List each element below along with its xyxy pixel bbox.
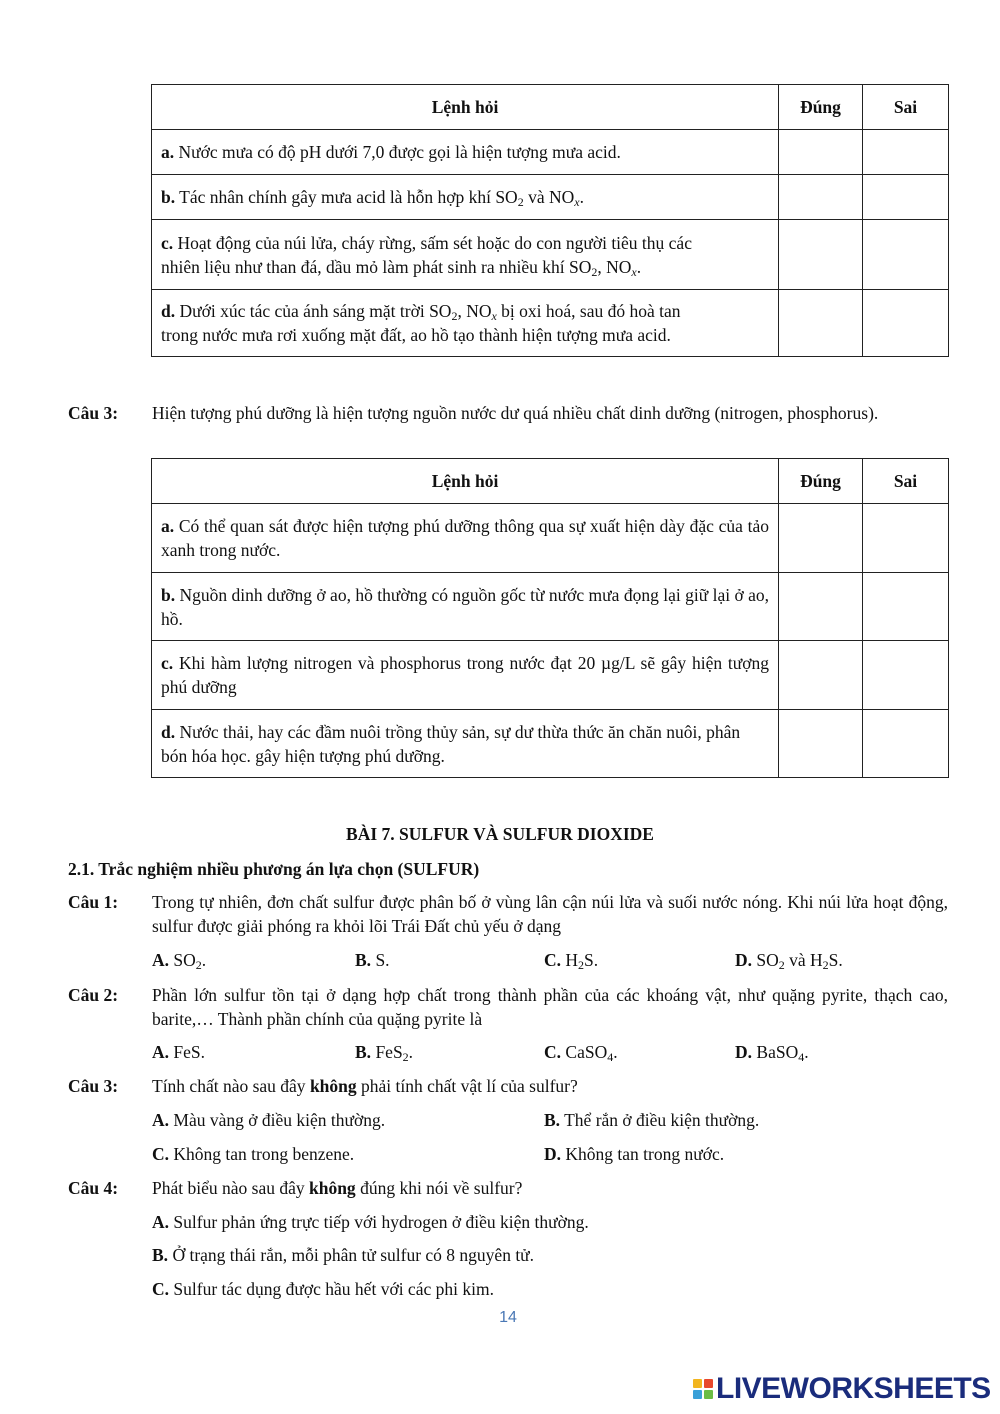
option-letter: B. (544, 1110, 561, 1130)
table-row (152, 641, 949, 710)
answer-true-cell[interactable] (779, 220, 863, 290)
answer-true-cell[interactable] (779, 573, 863, 641)
option-a[interactable] (152, 1210, 589, 1234)
option-c[interactable] (152, 1142, 354, 1166)
option-letter: C. (152, 1144, 170, 1164)
table-mua-acid (151, 84, 949, 357)
option-text: . (613, 1042, 618, 1062)
question-text: Hiện tượng phú dưỡng là hiện tượng nguồn nước dư quá nhiều chất dinh dưỡng (nitrogen, phosphorus). (152, 403, 879, 423)
option-c[interactable] (544, 1040, 618, 1064)
statement-cell (152, 175, 779, 220)
subscript: 2 (778, 958, 785, 972)
liveworksheets-watermark (693, 1374, 991, 1404)
statement-text: trong nước mưa rơi xuống mặt đất, ao hồ tạo thành hiện tượng mưa acid. (161, 325, 671, 345)
option-text: Không tan trong benzene. (169, 1144, 355, 1164)
option-b[interactable] (355, 1040, 413, 1064)
question-text (152, 1176, 948, 1200)
statement-text: Có thể quan sát được hiện tượng phú dưỡng thông qua sự xuất hiện dày đặc của tảo xanh trong nước. (161, 516, 770, 560)
question-text-part: phải tính chất vật lí của sulfur? (356, 1076, 578, 1096)
option-letter: C. (152, 1279, 170, 1299)
option-text: . (804, 1042, 809, 1062)
answer-false-cell[interactable] (863, 130, 949, 175)
header-sai: Sai (863, 459, 949, 504)
answer-false-cell[interactable] (863, 290, 949, 357)
option-letter: D. (735, 1042, 753, 1062)
statement-cell (152, 710, 779, 778)
statement-text: Dưới xúc tác của ánh sáng mặt trời SO (179, 301, 452, 321)
statement-label: b. (161, 187, 176, 207)
question-text (152, 1074, 948, 1098)
answer-true-cell[interactable] (779, 504, 863, 573)
option-letter: C. (544, 950, 562, 970)
statement-label: c. (161, 232, 174, 253)
statement-text: nhiên liệu như than đá, dầu mỏ làm phát sinh ra nhiều khí SO (161, 256, 592, 277)
statement-text: và NO (523, 187, 575, 207)
option-letter: B. (152, 1245, 169, 1265)
option-letter: B. (355, 1042, 372, 1062)
question-label: Câu 4: (68, 1178, 119, 1198)
subscript: 4 (607, 1050, 614, 1064)
option-text: SO (752, 950, 779, 970)
question-label: Câu 2: (68, 985, 119, 1005)
option-text: FeS (371, 1042, 403, 1062)
statement-text: Nước thải, hay các đầm nuôi trồng thủy sản, sự dư thừa thức ăn chăn nuôi, phân bón hóa học. gây hiện tượng phú dưỡng. (161, 721, 741, 766)
option-d[interactable] (735, 1040, 809, 1064)
table-row (152, 504, 949, 573)
option-text: BaSO (752, 1042, 799, 1062)
table-row (152, 220, 949, 290)
subscript: 2 (591, 264, 598, 279)
statement-text: Nguồn dinh dưỡng ở ao, hồ thường có nguồn gốc từ nước mưa đọng lại giữ lại ở ao, hồ. (161, 584, 769, 629)
table-phu-duong (151, 458, 949, 778)
logo-square (693, 1379, 702, 1388)
statement-cell (152, 220, 779, 290)
statement-text: Nước mưa có độ pH dưới 7,0 được gọi là hiện tượng mưa acid. (178, 142, 621, 162)
subscript: 2 (578, 958, 585, 972)
subscript-x: x (491, 309, 497, 323)
option-letter: A. (152, 1042, 170, 1062)
statement-text: . (636, 256, 642, 277)
option-letter: A. (152, 1212, 170, 1232)
table-row (152, 710, 949, 778)
statement-cell (152, 641, 779, 710)
option-b[interactable] (355, 948, 390, 972)
statement-cell (152, 573, 779, 641)
option-c[interactable] (544, 948, 598, 972)
statement-label: a. (161, 142, 175, 162)
statement-cell (152, 130, 779, 175)
option-text: S. (828, 950, 843, 970)
subscript: 2 (195, 958, 202, 972)
option-letter: C. (544, 1042, 562, 1062)
header-sai: Sai (863, 85, 949, 130)
statement-label: a. (161, 516, 175, 536)
page-number: 14 (499, 1309, 517, 1326)
statement-text: bị oxi hoá, sau đó hoà tan (496, 301, 681, 321)
answer-true-cell[interactable] (779, 710, 863, 778)
option-letter: D. (735, 950, 753, 970)
question-label: Câu 3: (68, 1076, 119, 1096)
option-text: . (408, 1042, 414, 1062)
answer-true-cell[interactable] (779, 290, 863, 357)
header-lenh-hoi: Lệnh hỏi (152, 85, 779, 130)
header-lenh-hoi: Lệnh hỏi (152, 459, 779, 504)
question-emphasis: không (309, 1076, 357, 1096)
statement-text: Khi hàm lượng nitrogen và phosphorus trong nước đạt 20 µg/L sẽ gây hiện tượng phú dưỡng (161, 653, 769, 697)
option-text: S. (584, 950, 599, 970)
answer-false-cell[interactable] (863, 220, 949, 290)
option-text: Không tan trong nước. (561, 1144, 725, 1164)
watermark-text: LIVEWORKSHEETS (716, 1372, 991, 1405)
lesson-title: BÀI 7. SULFUR VÀ SULFUR DIOXIDE (346, 824, 654, 844)
table-row (152, 290, 949, 357)
option-text: Thể rắn ở điều kiện thường. (560, 1110, 760, 1130)
option-text: Ở trạng thái rắn, mỗi phân tử sulfur có 8 nguyên tử. (168, 1245, 535, 1265)
option-b[interactable] (544, 1108, 759, 1132)
option-text: . (201, 950, 207, 970)
subscript-x: x (631, 264, 637, 279)
statement-text: Tác nhân chính gây mưa acid là hỗn hợp khí SO (179, 187, 518, 207)
statement-text: Hoạt động của núi lửa, cháy rừng, sấm sét hoặc do con người tiêu thụ các (177, 232, 692, 253)
question-text: Phần lớn sulfur tồn tại ở dạng hợp chất trong thành phần của các khoáng vật, như quặng pyrite, thạch cao, barite,… Thành phần chính của quặng pyrite là (152, 985, 948, 1029)
table-header-row (152, 85, 949, 130)
question-label: Câu 1: (68, 892, 119, 912)
answer-false-cell[interactable] (863, 573, 949, 641)
question-text: Trong tự nhiên, đơn chất sulfur được phân bố ở vùng lân cận núi lửa và suối nước nóng. Khi núi lửa hoạt động, sulfur được giải phóng ra khỏi lõi Trái Đất chủ yếu ở dạng (152, 892, 948, 936)
statement-text: , NO (597, 256, 632, 277)
option-letter: B. (355, 950, 372, 970)
answer-true-cell[interactable] (779, 175, 863, 220)
section-title: 2.1. Trắc nghiệm nhiều phương án lựa chọn (SULFUR) (68, 859, 480, 879)
table-row (152, 175, 949, 220)
answer-false-cell[interactable] (863, 710, 949, 778)
option-text: FeS. (169, 1042, 205, 1062)
question-text-part: Tính chất nào sau đây (152, 1076, 310, 1096)
header-dung: Đúng (779, 85, 863, 130)
option-text: S. (371, 950, 390, 970)
statement-label: b. (161, 584, 176, 605)
table-header-row (152, 459, 949, 504)
statement-text: . (579, 187, 584, 207)
logo-square (704, 1390, 713, 1399)
option-b[interactable] (152, 1243, 534, 1267)
option-text: Sulfur tác dụng được hầu hết với các phi kim. (169, 1279, 494, 1299)
header-dung: Đúng (779, 459, 863, 504)
question-label: Câu 3: (68, 403, 119, 423)
option-letter: A. (152, 950, 170, 970)
subscript: 2 (822, 958, 829, 972)
option-letter: D. (544, 1144, 562, 1164)
option-d[interactable] (735, 948, 843, 972)
subscript: 4 (798, 1050, 805, 1064)
logo-square (704, 1379, 713, 1388)
question-text-part: đúng khi nói về sulfur? (355, 1178, 523, 1198)
question-emphasis: không (308, 1178, 356, 1198)
subscript-x: x (574, 195, 580, 209)
option-text: Màu vàng ở điều kiện thường. (169, 1110, 386, 1130)
liveworksheets-logo-icon (693, 1379, 713, 1399)
answer-false-cell[interactable] (863, 504, 949, 573)
statement-cell (152, 290, 779, 357)
option-text: SO (169, 950, 196, 970)
statement-label: d. (161, 721, 176, 742)
logo-square (693, 1390, 702, 1399)
answer-true-cell[interactable] (779, 130, 863, 175)
option-a[interactable] (152, 948, 206, 972)
table-row (152, 573, 949, 641)
option-a[interactable] (152, 1108, 385, 1132)
option-d[interactable] (544, 1142, 724, 1166)
answer-false-cell[interactable] (863, 175, 949, 220)
subscript: 2 (517, 195, 524, 209)
table-row (152, 130, 949, 175)
answer-false-cell[interactable] (863, 641, 949, 710)
statement-label: c. (161, 653, 174, 673)
statement-label: d. (161, 301, 176, 321)
statement-text: , NO (457, 301, 492, 321)
option-text: H (561, 950, 579, 970)
subscript: 2 (402, 1050, 409, 1064)
option-letter: A. (152, 1110, 170, 1130)
subscript: 2 (451, 309, 458, 323)
option-text: và H (784, 950, 823, 970)
option-text: Sulfur phản ứng trực tiếp với hydrogen ở điều kiện thường. (169, 1212, 589, 1232)
option-c[interactable] (152, 1277, 494, 1301)
option-text: CaSO (561, 1042, 608, 1062)
option-a[interactable] (152, 1040, 205, 1064)
question-text-part: Phát biểu nào sau đây (152, 1178, 309, 1198)
statement-cell (152, 504, 779, 573)
answer-true-cell[interactable] (779, 641, 863, 710)
